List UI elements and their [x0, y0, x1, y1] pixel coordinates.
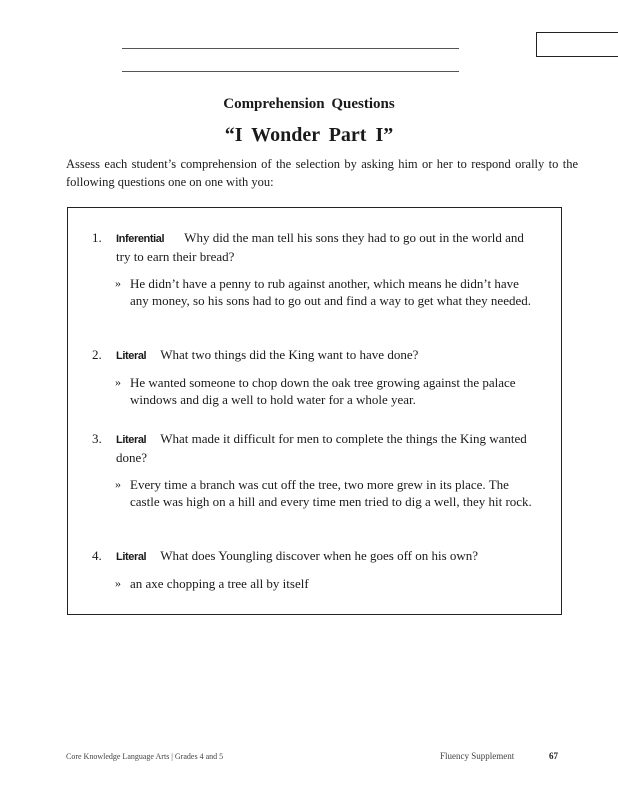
question-text: Why did the man tell his sons they had to go out in the world and try to earn their bread? — [116, 230, 524, 264]
corner-box — [536, 32, 618, 57]
question-number: 4. — [92, 548, 102, 563]
footer-source: Core Knowledge Language Arts | Grades 4 and 5 — [66, 752, 224, 761]
date-line — [122, 71, 459, 72]
answer-text: Every time a branch was cut off the tree, two more grew in its place. The castle was high on a hill and every time men tried to dig a well, they hit rock. — [130, 477, 532, 509]
question-text: What made it difficult for men to complete the things the King wanted done? — [116, 431, 527, 465]
answer-text: He wanted someone to chop down the oak tree growing against the palace windows and dig a well to hold water for a whole year. — [130, 375, 516, 407]
question-text: What does Youngling discover when he goes off on his own? — [160, 548, 479, 563]
intro-paragraph: Assess each student’s comprehension of the selection by asking him or her to respond orally to the following questions one on one with you: — [66, 157, 578, 189]
answer-bullet-icon: » — [115, 276, 121, 290]
name-line — [122, 48, 459, 49]
question-number: 1. — [92, 230, 102, 245]
answer-bullet-icon: » — [115, 477, 121, 491]
question-number: 3. — [92, 431, 102, 446]
questions-box — [67, 207, 562, 615]
answer-bullet-icon: » — [115, 375, 121, 389]
question-type: Literal — [116, 551, 147, 563]
question-item — [68, 430, 561, 510]
section-heading: Comprehension Questions — [223, 96, 395, 112]
question-item — [68, 346, 561, 408]
question-type: Inferential — [116, 233, 165, 245]
answer-bullet-icon: » — [115, 576, 121, 590]
question-item — [68, 229, 561, 309]
footer-supplement: Fluency Supplement — [440, 751, 515, 761]
question-number: 2. — [92, 347, 102, 362]
question-type: Literal — [116, 350, 147, 362]
answer-text: an axe chopping a tree all by itself — [130, 576, 309, 591]
question-type: Literal — [116, 434, 147, 446]
page-title: “I Wonder Part I” — [224, 124, 394, 146]
page-number: 67 — [549, 751, 558, 761]
question-text: What two things did the King want to have done? — [160, 347, 419, 362]
question-item — [68, 547, 561, 592]
answer-text: He didn’t have a penny to rub against another, which means he didn’t have any money, so his sons had to go out and find a way to get what they needed. — [130, 276, 531, 308]
